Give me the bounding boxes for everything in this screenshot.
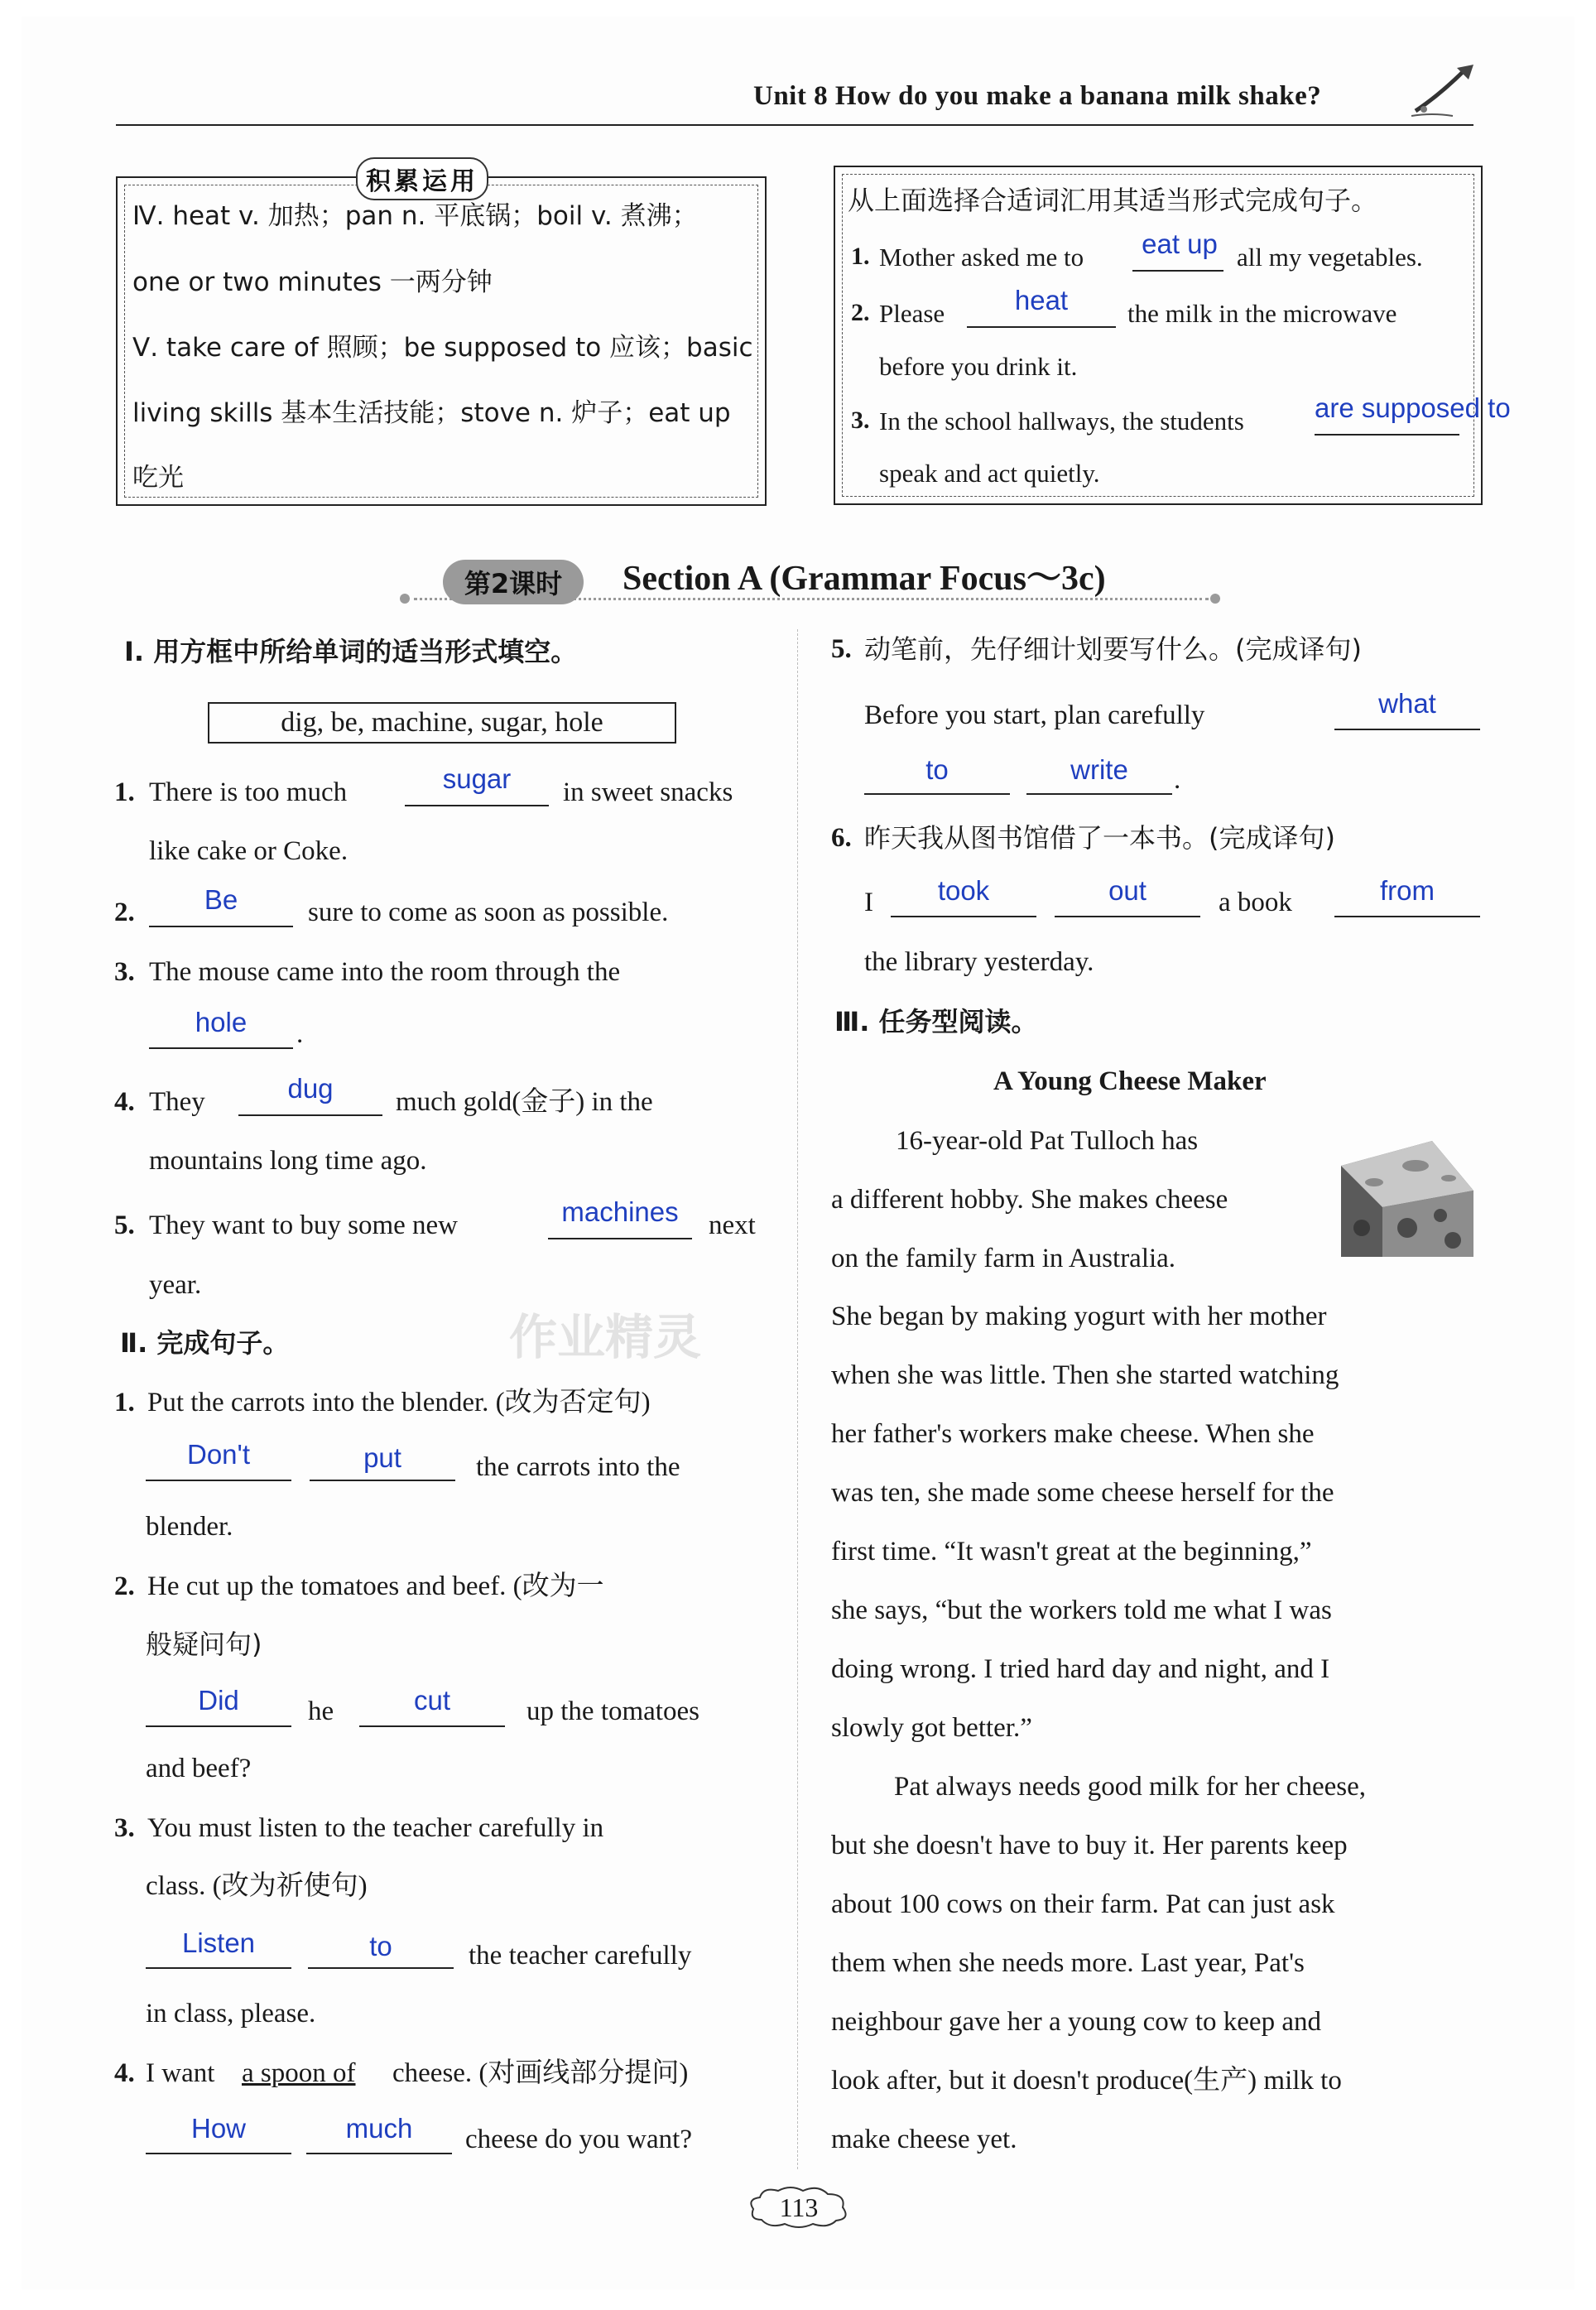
p1-2-blank[interactable]: [149, 926, 293, 927]
reading-line-2: a different hobby. She makes cheese: [831, 1185, 1228, 1215]
p2-2-answer-2: cut: [413, 1685, 451, 1716]
reading-line-16: neighbour gave her a young cow to keep and: [831, 2007, 1321, 2037]
p2-3-after: the teacher carefully: [469, 1941, 692, 1971]
p2-1-blank-2[interactable]: [310, 1480, 455, 1481]
p2-5-blank-3[interactable]: [1026, 793, 1172, 795]
p2-2-blank-1[interactable]: [146, 1725, 291, 1727]
p2-5-num: 5.: [831, 634, 852, 664]
vocab-line-3: Ⅴ. take care of 照顾；be supposed to 应该；basic: [132, 333, 753, 363]
cheese-image: [1333, 1133, 1482, 1265]
p1-3-before: The mouse came into the room through the: [149, 957, 621, 987]
usage-3-blank[interactable]: [1315, 434, 1459, 436]
usage-2-after: the milk in the microwave: [1127, 299, 1397, 328]
p2-3-blank-1[interactable]: [146, 1967, 291, 1969]
usage-instruction: 从上面选择合适词汇用其适当形式完成句子。: [848, 185, 1378, 216]
usage-1-num: 1.: [851, 243, 870, 270]
p1-4-before: They: [149, 1087, 205, 1117]
p2-4-num: 4.: [114, 2058, 135, 2088]
reading-line-15: them when she needs more. Last year, Pat's: [831, 1948, 1305, 1978]
p2-4-blank-2[interactable]: [306, 2153, 452, 2154]
p2-4-answer-1: How: [190, 2113, 247, 2144]
reading-line-12: Pat always needs good milk for her cheese,: [894, 1772, 1366, 1802]
p2-3-blank-2[interactable]: [308, 1967, 454, 1969]
p1-1-blank[interactable]: [405, 805, 549, 806]
p2-3-num: 3.: [114, 1813, 135, 1843]
p1-5-after: next: [709, 1210, 756, 1240]
reading-line-14: about 100 cows on their farm. Pat can just ask: [831, 1889, 1335, 1919]
p2-6-blank-1[interactable]: [891, 916, 1036, 917]
usage-2-before: Please: [879, 299, 945, 328]
p2-3-prompt: You must listen to the teacher carefully in: [147, 1813, 604, 1843]
reading-line-10: doing wrong. I tried hard day and night, and I: [831, 1654, 1330, 1684]
page-number: 113: [779, 2192, 819, 2222]
p2-6-prompt: 昨天我从图书馆借了一本书。(完成译句): [864, 822, 1335, 854]
reading-line-13: but she doesn't have to buy it. Her parents keep: [831, 1831, 1348, 1860]
section-title: Section A (Grammar Focus～3c): [623, 560, 1106, 598]
p1-3-num: 3.: [114, 957, 135, 987]
vocab-badge: 积累运用: [356, 157, 488, 200]
p2-2-blank-2[interactable]: [359, 1725, 505, 1727]
usage-1-after: all my vegetables.: [1237, 243, 1423, 272]
p2-6-answer-3: from: [1380, 875, 1435, 906]
watermark: 作业精灵: [509, 1309, 702, 1365]
p2-5-answer-3: write: [1070, 754, 1128, 785]
p2-5-before: Before you start, plan carefully: [864, 700, 1205, 730]
vocab-line-2: one or two minutes 一两分钟: [132, 267, 493, 297]
p1-4-blank[interactable]: [238, 1114, 382, 1116]
p1-5-blank[interactable]: [548, 1238, 692, 1239]
p2-2-after: up the tomatoes: [526, 1696, 699, 1726]
p1-1-line2: like cake or Coke.: [149, 836, 349, 866]
p2-3-answer-2: to: [369, 1931, 392, 1961]
p2-1-num: 1.: [114, 1388, 135, 1417]
p1-5-num: 5.: [114, 1210, 135, 1240]
p1-3-blank[interactable]: [149, 1047, 293, 1049]
p2-1-answer-2: put: [363, 1442, 401, 1473]
p1-4-line2: mountains long time ago.: [149, 1146, 427, 1176]
p2-4-answer-2: much: [345, 2113, 413, 2144]
p2-1-after: the carrots into the: [476, 1452, 680, 1482]
p2-5-end: .: [1174, 765, 1181, 795]
part1-heading: Ⅰ. 用方框中所给单词的适当形式填空。: [124, 636, 578, 667]
p2-6-answer-1: took: [937, 875, 990, 906]
vocab-line-1: Ⅳ. heat v. 加热；pan n. 平底锅；boil v. 煮沸；: [132, 201, 698, 231]
header-rule: [116, 124, 1473, 126]
p2-6-num: 6.: [831, 823, 852, 853]
p1-1-before: There is too much: [149, 777, 348, 807]
reading-line-5: when she was little. Then she started watching: [831, 1360, 1339, 1390]
usage-2-answer: heat: [1014, 285, 1069, 315]
p2-2-answer-1: Did: [198, 1685, 239, 1716]
reading-title: A Young Cheese Maker: [993, 1066, 1267, 1096]
reading-line-9: she says, “but the workers told me what I was: [831, 1595, 1332, 1625]
p2-6-line2: the library yesterday.: [864, 947, 1094, 977]
p2-1-blank-1[interactable]: [146, 1480, 291, 1481]
p1-3-after: .: [296, 1019, 304, 1049]
p1-3-answer: hole: [195, 1007, 248, 1037]
usage-3-num: 3.: [851, 407, 870, 434]
p2-5-blank-1[interactable]: [1334, 729, 1480, 730]
p1-5-line2: year.: [149, 1270, 202, 1300]
p1-5-before: They want to buy some new: [149, 1210, 459, 1240]
reading-line-17: look after, but it doesn't produce(生产) milk to: [831, 2066, 1342, 2096]
p2-1-prompt: Put the carrots into the blender. (改为否定句): [147, 1388, 651, 1417]
part3-heading: Ⅲ. 任务型阅读。: [834, 1006, 1038, 1037]
p2-6-answer-2: out: [1108, 875, 1147, 906]
usage-1-before: Mother asked me to: [879, 243, 1084, 272]
p2-2-num: 2.: [114, 1571, 135, 1601]
p2-5-answer-1: what: [1378, 688, 1436, 719]
part2-heading: Ⅱ. 完成句子。: [120, 1327, 290, 1359]
p1-4-after: much gold(金子) in the: [396, 1087, 653, 1117]
p2-5-prompt: 动笔前，先仔细计划要写什么。(完成译句): [864, 633, 1362, 665]
p1-5-answer: machines: [561, 1196, 679, 1227]
p1-4-answer: dug: [287, 1073, 334, 1104]
usage-box: [834, 166, 1483, 505]
lesson-tag: 第2课时: [443, 560, 584, 604]
p2-2-prompt2: 般疑问句): [146, 1629, 262, 1660]
p2-2-middle: he: [308, 1696, 334, 1726]
section-dot-left: [400, 594, 410, 604]
reading-line-18: make cheese yet.: [831, 2125, 1017, 2154]
p1-1-num: 1.: [114, 777, 135, 807]
p2-3-prompt2: class. (改为祈使句): [146, 1871, 368, 1901]
part1-wordbox: dig, be, machine, sugar, hole: [208, 702, 676, 744]
p2-5-answer-2: to: [925, 754, 949, 785]
reading-line-7: was ten, she made some cheese herself for the: [831, 1478, 1334, 1508]
reading-line-6: her father's workers make cheese. When she: [831, 1419, 1315, 1449]
section-dot-right: [1210, 594, 1220, 604]
p2-4-blank-1[interactable]: [146, 2153, 291, 2154]
reading-line-1: 16-year-old Pat Tulloch has: [896, 1126, 1199, 1156]
reading-line-4: She began by making yogurt with her mother: [831, 1302, 1327, 1331]
p1-4-num: 4.: [114, 1087, 135, 1117]
reading-line-3: on the family farm in Australia.: [831, 1244, 1176, 1273]
p2-4-prompt-underlined: a spoon of: [242, 2058, 356, 2088]
p2-3-answer-1: Listen: [181, 1927, 256, 1958]
p2-2-prompt: He cut up the tomatoes and beef. (改为一: [147, 1571, 604, 1601]
vocab-line-5: 吃光: [132, 463, 184, 493]
p2-5-blank-2[interactable]: [864, 793, 1010, 795]
p2-2-line2: and beef?: [146, 1754, 252, 1783]
usage-2-line2: before you drink it.: [879, 352, 1078, 381]
usage-3-answer: are supposed to: [1315, 392, 1511, 423]
p1-2-after: sure to come as soon as possible.: [308, 898, 669, 927]
usage-3-line2: speak and act quietly.: [879, 459, 1100, 488]
p2-4-after: cheese do you want?: [465, 2125, 692, 2154]
p2-3-line2: in class, please.: [146, 1999, 316, 2028]
usage-2-blank[interactable]: [967, 326, 1116, 328]
column-divider: [797, 629, 798, 2169]
p1-1-answer: sugar: [442, 763, 512, 794]
p2-6-blank-3[interactable]: [1334, 916, 1480, 917]
usage-3-before: In the school hallways, the students: [879, 407, 1244, 436]
p2-1-answer-1: Don't: [186, 1439, 250, 1470]
p1-2-answer: Be: [204, 884, 238, 915]
p2-4-prompt-before: I want: [146, 2058, 215, 2088]
p2-4-prompt-after: cheese. (对画线部分提问): [392, 2058, 689, 2088]
unit-header: Unit 8 How do you make a banana milk shake?: [753, 81, 1322, 111]
usage-1-blank[interactable]: [1132, 270, 1223, 272]
p1-1-after: in sweet snacks: [563, 777, 733, 807]
reading-line-8: first time. “It wasn't great at the beginning,”: [831, 1537, 1312, 1566]
p2-6-before: I: [864, 888, 873, 917]
usage-2-num: 2.: [851, 299, 870, 326]
reading-line-11: slowly got better.”: [831, 1713, 1032, 1743]
usage-1-answer: eat up: [1142, 229, 1218, 259]
p2-6-middle: a book: [1219, 888, 1292, 917]
pen-icon: [1407, 61, 1482, 119]
p2-6-blank-2[interactable]: [1055, 916, 1200, 917]
p2-1-line2: blender.: [146, 1512, 233, 1542]
p1-2-num: 2.: [114, 898, 135, 927]
vocab-line-4: living skills 基本生活技能；stove n. 炉子；eat up: [132, 398, 731, 428]
